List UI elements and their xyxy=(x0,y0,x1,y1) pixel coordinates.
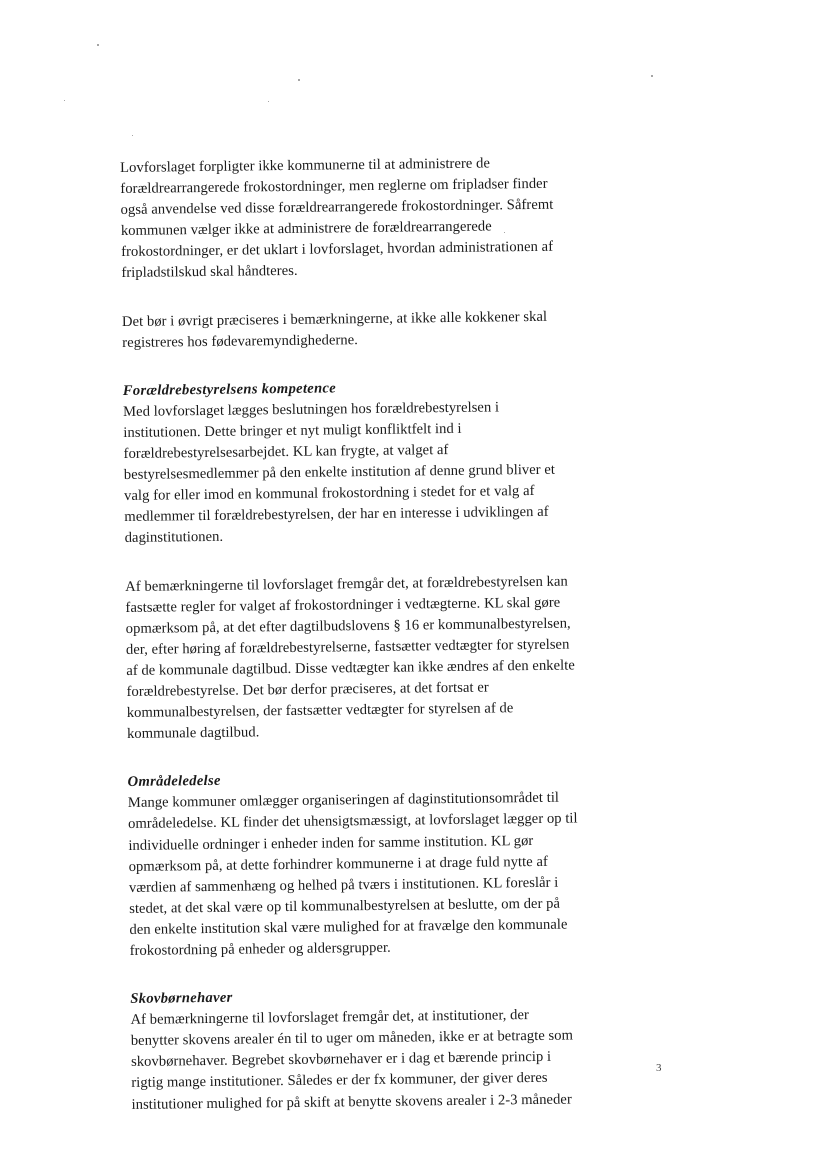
text-line: benytter skovens arealer én til to uger om måneden, ikke er at betragte som xyxy=(130,1027,574,1050)
text-line: registreres hos fødevaremyndighederne. xyxy=(122,331,359,351)
section-foraeldrebestyrelsens-kompetence xyxy=(123,375,615,550)
text-line: forældrebestyrelsesarbejdet. KL kan frygte, at valget af xyxy=(123,442,449,463)
section-heading: Forældrebestyrelsens kompetence xyxy=(122,380,337,399)
section-skovboernehaver xyxy=(130,983,622,1116)
text-line: fastsætte regler for valget af frokostordninger i vedtægterne. KL skal gøre xyxy=(125,594,561,616)
text-line: opmærksom på, at dette forhindrer kommunerne i at drage fuld nytte af xyxy=(128,853,548,875)
text-line: den enkelte institution skal være mulighed for at fravælge den kommunale xyxy=(129,916,568,938)
text-line: kommunen vælger ikke at administrere de forældrearrangerede xyxy=(120,218,492,240)
paragraph-kokkener xyxy=(122,306,612,354)
text-line: fripladstilskud skal håndteres. xyxy=(121,263,298,282)
text-line: Med lovforslaget lægges beslutningen hos forældrebestyrelsen i xyxy=(123,399,500,420)
text-line: Lovforslaget forpligter ikke kommunerne til at administrere de xyxy=(120,155,491,176)
text-line: rigtig mange institutioner. Således er der fx kommuner, der giver deres xyxy=(131,1070,548,1092)
text-line: institutionen. Dette bringer et nyt muligt konfliktfelt ind i xyxy=(123,420,462,441)
scan-speck xyxy=(132,135,133,136)
text-line: individuelle ordninger i enheder inden for samme institution. KL gør xyxy=(128,832,534,854)
section-omraadeledelse xyxy=(128,766,620,962)
text-line: Af bemærkningerne til lovforslaget fremgår det, at forældrebestyrelsen kan xyxy=(125,573,568,595)
text-line: forældrebestyrelse. Det bør derfor præciseres, at det fortsat er xyxy=(126,679,489,700)
page-number: 3 xyxy=(656,1062,662,1074)
text-line: af de kommunale dagtilbud. Disse vedtægter kan ikke ændres af den enkelte xyxy=(126,657,575,679)
text-line: der, efter høring af forældrebestyrelserne, fastsætter vedtægter for styrelsen xyxy=(125,636,570,658)
text-line: kommunalbestyrelsen, der fastsætter vedtægter for styrelsen af de xyxy=(126,700,514,722)
text-line: stedet, at det skal være op til kommunalbestyrelsen at beslutte, om der på xyxy=(129,895,561,917)
text-line: daginstitutionen. xyxy=(124,529,224,547)
document-body xyxy=(120,152,622,1143)
scan-speck xyxy=(97,44,99,46)
text-line: også anvendelse ved disse forældrearrangerede frokostordninger. Såfremt xyxy=(120,196,554,219)
text-line: frokostordning på enheder og aldersgrupper. xyxy=(129,939,391,959)
text-line: valg for eller imod en kommunal frokostordning i stedet for et valg af xyxy=(124,483,535,505)
text-line: områdeledelse. KL finder det uhensigtsmæssigt, at lovforslaget lægger op til xyxy=(128,810,578,833)
scan-speck xyxy=(64,100,65,101)
text-line: opmærksom på, at det efter dagtilbudslovens § 16 er kommunalbestyrelsen, xyxy=(125,615,571,637)
scan-speck xyxy=(268,101,269,102)
scan-speck xyxy=(651,75,653,77)
scan-speck xyxy=(298,79,300,81)
text-line: bestyrelsesmedlemmer på den enkelte institution af denne grund bliver et xyxy=(123,461,556,484)
text-line: medlemmer til forældrebestyrelsen, der har en interesse i udviklingen af xyxy=(124,504,549,526)
text-line: Af bemærkningerne til lovforslaget fremgår det, at institutioner, der xyxy=(130,1007,530,1029)
text-line: institutioner mulighed for på skift at benytte skovens arealer i 2-3 måneder xyxy=(131,1091,572,1113)
text-line: Mange kommuner omlægger organiseringen af daginstitutionsområdet til xyxy=(127,790,560,812)
text-line: Det bør i øvrigt præciseres i bemærkningerne, at ikke alle kokkener skal xyxy=(121,308,548,330)
paragraph-frokostordninger xyxy=(120,152,612,285)
text-line: kommunale dagtilbud. xyxy=(126,724,260,743)
text-line: frokostordninger, er det uklart i lovforslaget, hvordan administrationen af xyxy=(121,239,554,261)
text-line: værdien af sammenhæng og helhed på tværs i institutionen. KL foreslår i xyxy=(128,874,559,896)
paragraph-vedtaegter xyxy=(125,570,617,745)
text-line: forældrearrangerede frokostordninger, men reglerne om fripladser finder xyxy=(120,175,548,198)
text-line: skovbørnehaver. Begrebet skovbørnehaver er i dag et bærende princip i xyxy=(130,1049,552,1071)
section-heading: Skovbørnehaver xyxy=(130,989,233,1008)
section-heading: Områdeledelse xyxy=(127,773,221,791)
